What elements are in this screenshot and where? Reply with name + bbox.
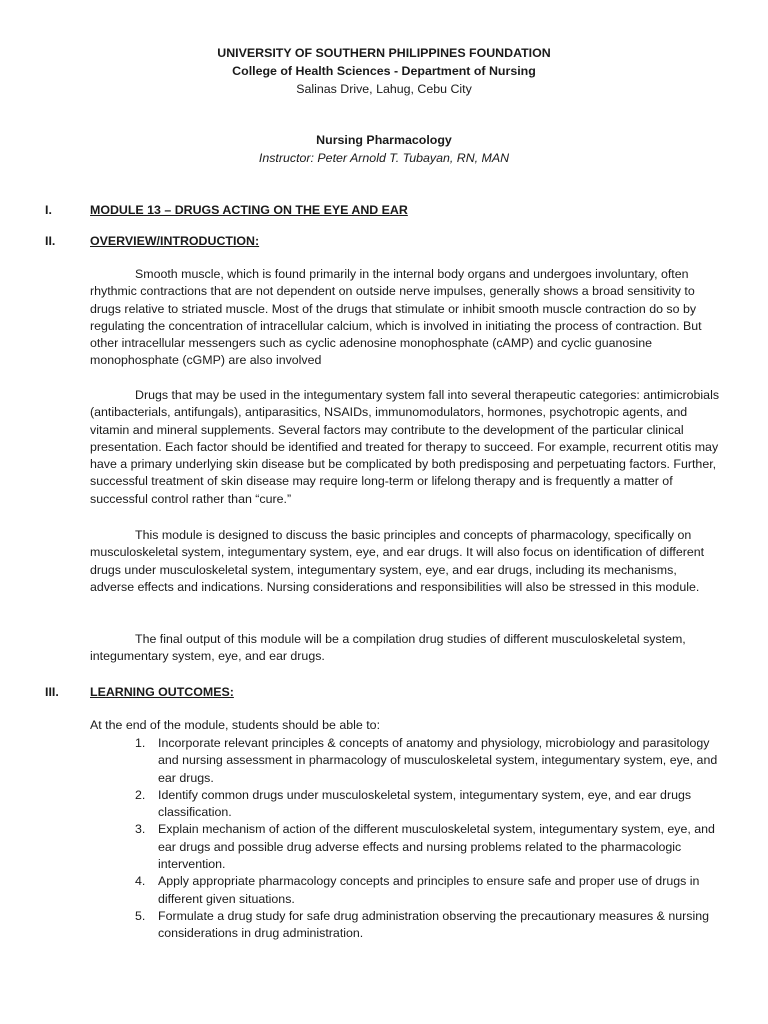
section-number: I.	[45, 203, 52, 217]
document-header	[0, 45, 768, 99]
university-name: UNIVERSITY OF SOUTHERN PHILIPPINES FOUNDATION	[217, 46, 551, 60]
list-item	[90, 821, 722, 873]
section-title: MODULE 13 – DRUGS ACTING ON THE EYE AND EAR	[90, 203, 408, 217]
list-item	[90, 873, 722, 908]
section-title: LEARNING OUTCOMES:	[90, 685, 234, 699]
item-number: 5.	[135, 908, 146, 923]
item-text: Formulate a drug study for safe drug administration observing the precautionary measures & nursing considerations in drug administration.	[158, 908, 709, 941]
overview-paragraph: Smooth muscle, which is found primarily in the internal body organs and undergoes involuntary, often rhythmic contractions that are not dependent on outside nerve impulses, generally shows a broad sensitivity to drugs relative to striated muscle. Most of the drugs that stimulate or inhibit smooth muscle contraction do so by regulating the concentration of intracellular calcium, which is involved in initiating the process of contraction. But other intracellular messengers such as cyclic adenosine monophosphate (cAMP) and cyclic guanosine monophosphate (cGMP) are also involved	[90, 267, 702, 368]
section-number: III.	[45, 685, 59, 699]
college-name: College of Health Sciences - Department of Nursing	[232, 64, 536, 78]
overview-paragraph: Drugs that may be used in the integumentary system fall into several therapeutic categories: antimicrobials (antibacterials, antifungals), antiparasitics, NSAIDs, immunomodulators, hormones, psychotropic agents, and vitamin and mineral supplements. Several factors may contribute to the development of the particular clinical presentation. Each factor should be identified and treated for therapy to succeed. For example, recurrent otitis may have a primary underlying skin disease but be complicated by both predisposing and perpetuating factors. Further, successful treatment of skin disease may require long-term or lifelong therapy and is frequently a matter of successful control rather than “cure.”	[90, 388, 720, 506]
section-title: OVERVIEW/INTRODUCTION:	[90, 234, 260, 248]
item-number: 2.	[135, 787, 146, 802]
item-number: 1.	[135, 736, 146, 750]
instructor: Instructor: Peter Arnold T. Tubayan, RN, MAN	[258, 151, 510, 165]
item-number: 3.	[135, 822, 146, 837]
section-number: II.	[45, 234, 56, 248]
overview-paragraph: The final output of this module will be a compilation drug studies of different musculoskeletal system, integumentary system, eye, and ear drugs.	[90, 632, 686, 664]
outcomes-lead: At the end of the module, students should be able to:	[90, 718, 381, 732]
course-title: Nursing Pharmacology	[316, 133, 452, 147]
address: Salinas Drive, Lahug, Cebu City	[296, 82, 472, 96]
item-text: Identify common drugs under musculoskeletal system, integumentary system, eye, and ear drugs classification.	[158, 787, 692, 820]
list-item	[90, 735, 722, 787]
course-info	[0, 132, 768, 168]
item-text: Incorporate relevant principles & concepts of anatomy and physiology, microbiology and parasitology and nursing assessment in pharmacology of musculoskeletal system, integumentary system, eye, and ear drugs.	[158, 736, 718, 785]
learning-outcomes-list	[90, 735, 722, 943]
item-text: Apply appropriate pharmacology concepts and principles to ensure safe and proper use of drugs in different given situations.	[158, 874, 700, 906]
item-number: 4.	[135, 874, 146, 889]
overview-paragraph: This module is designed to discuss the basic principles and concepts of pharmacology, specifically on musculoskeletal system, integumentary system, eye, and ear drugs. It will also focus on identification of different drugs under musculoskeletal system, integumentary system, eye, and ear drugs, including its mechanisms, adverse effects and indications. Nursing considerations and responsibilities will also be stressed in this module.	[90, 528, 705, 594]
item-text: Explain mechanism of action of the different musculoskeletal system, integumentary system, eye, and ear drugs and possible drug adverse effects and nursing problems related to the pharmacologic intervention.	[158, 822, 715, 872]
list-item	[90, 787, 722, 822]
list-item	[90, 908, 722, 943]
